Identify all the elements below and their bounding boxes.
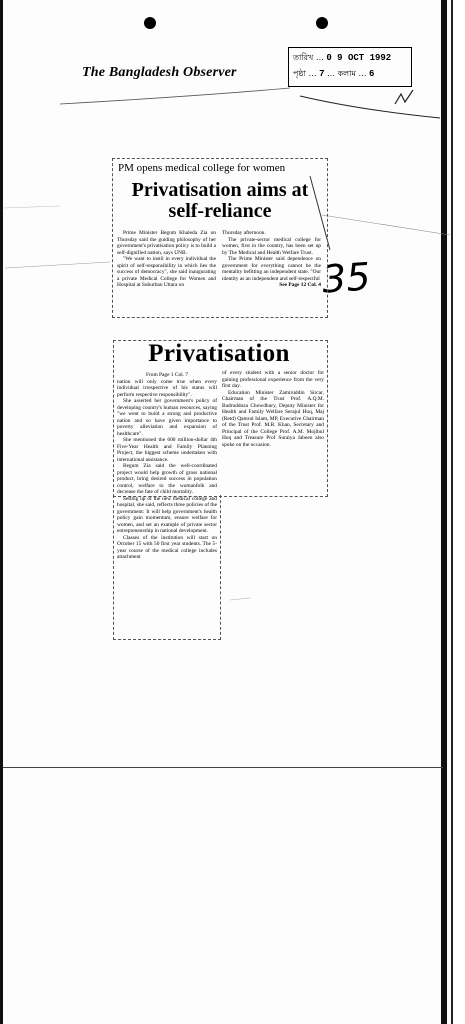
stamp-page-label: পৃষ্ঠা xyxy=(293,69,306,78)
article-kicker: PM opens medical college for women xyxy=(118,162,286,174)
article-paragraph: Thursday afternoon. xyxy=(222,230,266,236)
continuation-paragraph: Classes of the institution will start on October 15 with 50 first year students. The 5-year course of the medical college includes attachment xyxy=(117,534,217,560)
continuation-paragraph: Setting up of the new medical college and hospital, she said, reflects three policies of the government: It will help government's health policy gain momentum, ensure welfare for women, and set an example of private sector entrepreneurship in national development. xyxy=(117,495,217,534)
stamp-date-label: তারিখ xyxy=(293,53,314,62)
article-headline: Privatisation aims at self-reliance xyxy=(131,179,309,222)
stamp-column-label: কলাম xyxy=(337,69,356,78)
date-stamp: তারিখ … 0 9 OCT 1992 পৃষ্ঠা … 7 … কলাম … 6 xyxy=(288,47,412,87)
continuation-paragraph: Education Minister Zamiruddin Sircar, Chairman of the Trust Prof. A.Q.M. Badruddoza Chowdhury, Deputy Minister for Health and Family Welfare Serajul Huq, Maj (Retd) Qamrul Islam, MP, Executive Chairman of the Trust Prof. M.R. Khan, Secretary and Principal of the College Prof. A.M. Mojibul Huq and Treasure Prof Suraiya Jabeen also spoke on the occasion. xyxy=(222,389,324,448)
handwritten-number: 35 xyxy=(320,254,372,302)
continuation-paragraph: She mentioned the 600 million-dollar 4th Five-Year Health and Family Planning Project, the biggest scheme undertaken with international assistance. xyxy=(117,437,217,463)
continuation-column-2 xyxy=(222,370,324,492)
scan-fold-line xyxy=(3,767,443,768)
continuation-paragraph: She asserted her government's policy of developing country's human resources, saying "we went to build a strong and productive nation and so have given importance to poverty alleviation and expansion of healthcare". xyxy=(117,398,217,437)
continuation-paragraph: Begum Zia said the well-coordinated project would help growth of gross national product, bring desired success in population control, welfare to the womanfolk and decrease the fate of child mortality. xyxy=(117,463,217,495)
article-paragraph: Prime Minister Begum Khaleda Zia on Thursday said the guiding philosophy of her government's privatisation policy is to build a self-dignified nation, says UNB. xyxy=(117,230,216,256)
article-paragraph: "We want to instil in every individual the spirit of self-responsibility in which lies the success of democracy", she said inaugurating a private Medical College for Women and Hospital at Suburban Uttara on xyxy=(117,256,216,288)
continuation-headline: Privatisation xyxy=(148,340,290,367)
article-paragraph: The private-sector medical college for women, first in the country, has been set up by The Medical and Health Welfare Trust. xyxy=(222,236,321,256)
stamp-date-value: 0 9 OCT 1992 xyxy=(326,53,392,63)
continuation-paragraph: of every student with a senior doctor for gaining professional experience from the very first day. xyxy=(222,370,324,389)
article-column-1 xyxy=(117,230,216,314)
article-column-2 xyxy=(222,230,321,314)
from-page-reference: From Page 1 Col. 7 xyxy=(145,372,189,378)
stamp-column-value: 6 xyxy=(368,69,375,79)
article-paragraph: The Prime Minister said dependence on government for everything cannot be the mentality befitting an independent state. "Our identity as an independent and self-respectful xyxy=(222,256,321,282)
continuation-paragraph: nation will only come true when every individual irrespective of his status will perform respective responsibility". xyxy=(117,378,217,398)
jump-reference: See Page 12 Col. 4 xyxy=(279,282,321,288)
stamp-page-value: 7 xyxy=(319,69,325,79)
continuation-column-1 xyxy=(117,372,217,638)
publication-name: The Bangladesh Observer xyxy=(82,65,237,80)
